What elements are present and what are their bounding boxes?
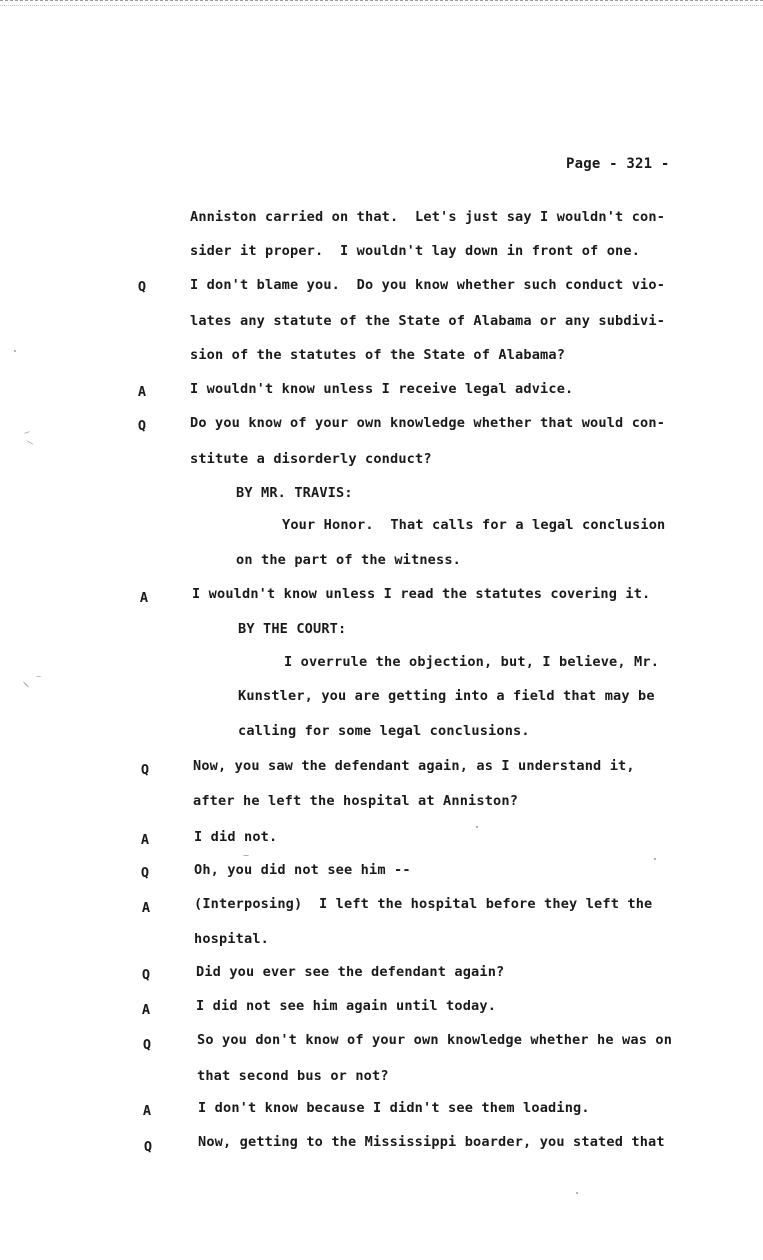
transcript-line: Kunstler, you are getting into a field that may be: [238, 688, 655, 704]
speaker-label: Q: [137, 279, 147, 295]
transcript-line: Did you ever see the defendant again?: [196, 964, 505, 980]
scan-mark: [23, 681, 29, 687]
transcript-line: stitute a disorderly conduct?: [190, 451, 432, 467]
speaker-label: A: [142, 1103, 152, 1119]
speaker-label: Q: [142, 1037, 152, 1053]
transcript-line: Oh, you did not see him --: [194, 862, 411, 878]
transcript-line: I overrule the objection, but, I believe, Mr.: [284, 654, 660, 670]
speaker-label: A: [141, 900, 151, 916]
scan-speck: [14, 350, 16, 352]
speaker-label: A: [141, 1002, 151, 1018]
transcript-line: (Interposing) I left the hospital before they left the: [194, 896, 653, 912]
scan-mark: [26, 440, 33, 445]
page-number: Page - 321 -: [566, 156, 670, 172]
scan-speck: [576, 1192, 578, 1194]
transcript-line: I did not see him again until today.: [196, 998, 497, 1014]
objection-heading: BY MR. TRAVIS:: [236, 485, 353, 501]
transcript-line: sion of the statutes of the State of Alabama?: [190, 347, 566, 363]
speaker-label: A: [139, 590, 149, 606]
transcript-line: So you don't know of your own knowledge whether he was on: [197, 1032, 673, 1048]
speaker-label: Q: [137, 418, 147, 434]
transcript-line: sider it proper. I wouldn't lay down in front of one.: [190, 243, 641, 259]
transcript-line: I did not.: [194, 829, 278, 845]
transcript-line: that second bus or not?: [197, 1068, 389, 1084]
transcript-line: I wouldn't know unless I receive legal advice.: [190, 381, 574, 397]
court-heading: BY THE COURT:: [238, 621, 347, 637]
transcript-line: Your Honor. That calls for a legal conclusion: [282, 517, 666, 533]
transcript-line: lates any statute of the State of Alabama or any subdivi-: [190, 313, 666, 329]
scan-mark: [24, 431, 30, 434]
transcript-line: I don't know because I didn't see them loading.: [198, 1100, 590, 1116]
page-top-edge: [0, 0, 763, 6]
transcript-line: on the part of the witness.: [236, 552, 462, 568]
speaker-label: Q: [140, 865, 150, 881]
speaker-label: Q: [143, 1139, 153, 1155]
speaker-label: A: [137, 384, 147, 400]
transcript-line: hospital.: [194, 931, 270, 947]
speaker-label: A: [140, 832, 150, 848]
transcript-line: Now, you saw the defendant again, as I understand it,: [193, 758, 635, 774]
transcript-line: after he left the hospital at Anniston?: [193, 793, 519, 809]
scan-speck: [654, 858, 656, 860]
scan-speck: [476, 826, 478, 828]
speaker-label: Q: [140, 762, 150, 778]
scan-mark: [36, 676, 41, 677]
transcript-line: Anniston carried on that. Let's just say I wouldn't con-: [190, 209, 666, 225]
transcript-line: calling for some legal conclusions.: [238, 723, 530, 739]
transcript-line: Now, getting to the Mississippi boarder, you stated that: [198, 1134, 665, 1150]
transcript-line: I don't blame you. Do you know whether such conduct vio-: [190, 277, 666, 293]
transcript-line: I wouldn't know unless I read the statutes covering it.: [192, 586, 651, 602]
scan-speck: [243, 855, 249, 856]
transcript-line: Do you know of your own knowledge whether that would con-: [190, 415, 666, 431]
speaker-label: Q: [141, 967, 151, 983]
